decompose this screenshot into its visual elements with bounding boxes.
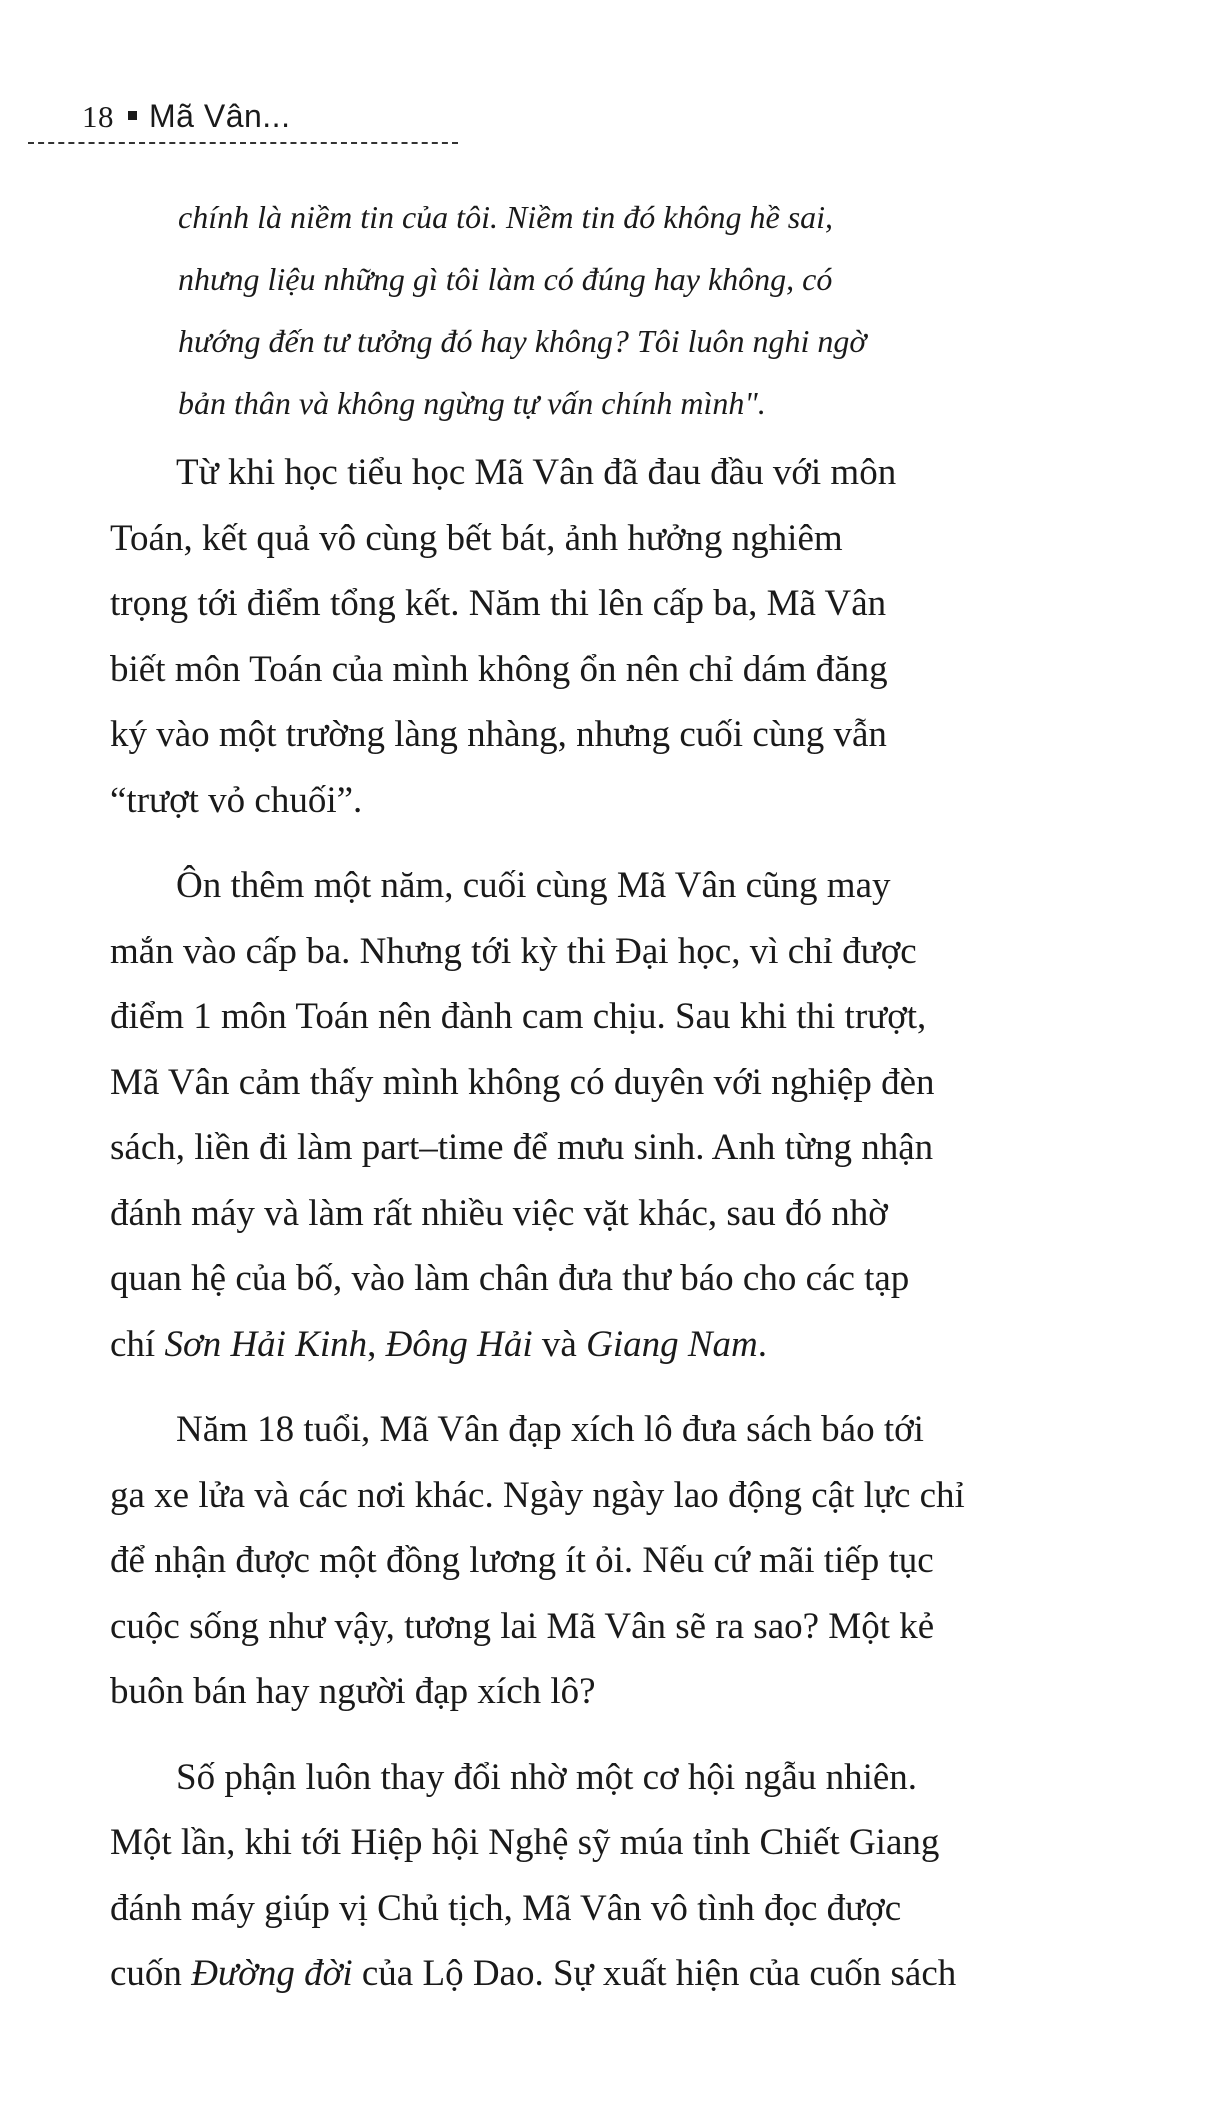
text-line: Năm 18 tuổi, Mã Vân đạp xích lô đưa sách báo tới bbox=[176, 1409, 924, 1450]
text-line: Mã Vân cảm thấy mình không có duyên với nghiệp đèn bbox=[110, 1061, 935, 1103]
text-line: Số phận luôn thay đổi nhờ một cơ hội ngẫu nhiên. bbox=[176, 1756, 918, 1798]
text-line: ký vào một trường làng nhàng, nhưng cuối cùng vẫn bbox=[110, 714, 887, 755]
separator: và bbox=[532, 1323, 587, 1365]
block-quote bbox=[178, 186, 1078, 434]
line-prefix: chí bbox=[110, 1323, 165, 1365]
text-line: ga xe lửa và các nơi khác. Ngày ngày lao động cật lực chỉ bbox=[110, 1474, 965, 1516]
text-line: buôn bán hay người đạp xích lô? bbox=[110, 1671, 596, 1712]
text-line: Từ khi học tiểu học Mã Vân đã đau đầu với môn bbox=[176, 452, 897, 493]
magazine-title-son-hai-kinh: Sơn Hải Kinh bbox=[164, 1323, 368, 1365]
text-line-with-title bbox=[110, 1941, 1110, 2007]
separator: , bbox=[367, 1323, 386, 1365]
text-line: quan hệ của bố, vào làm chân đưa thư báo cho các tạp bbox=[110, 1258, 910, 1299]
paragraph-2 bbox=[110, 853, 1110, 1377]
body-text bbox=[110, 440, 1110, 2027]
text-line: trọng tới điểm tổng kết. Năm thi lên cấp ba, Mã Vân bbox=[110, 583, 887, 624]
paragraph-4 bbox=[110, 1745, 1110, 2007]
line-suffix: . bbox=[757, 1323, 767, 1365]
text-line: để nhận được một đồng lương ít ỏi. Nếu cứ mãi tiếp tục bbox=[110, 1540, 934, 1581]
text-line: mắn vào cấp ba. Nhưng tới kỳ thi Đại học, vì chỉ được bbox=[110, 930, 917, 972]
magazine-title-dong-hai: Đông Hải bbox=[385, 1323, 533, 1365]
quote-line: chính là niềm tin của tôi. Niềm tin đó không hề sai, bbox=[178, 199, 834, 235]
magazine-title-giang-nam: Giang Nam bbox=[586, 1323, 758, 1365]
paragraph-3 bbox=[110, 1397, 1110, 1725]
text-line: Toán, kết quả vô cùng bết bát, ảnh hưởng nghiêm bbox=[110, 517, 843, 559]
running-title: Mã Vân... bbox=[149, 98, 291, 134]
text-line: biết môn Toán của mình không ổn nên chỉ dám đăng bbox=[110, 648, 888, 690]
text-line-with-titles bbox=[110, 1312, 1110, 1378]
text-line: sách, liền đi làm part–time để mưu sinh. Anh từng nhận bbox=[110, 1127, 934, 1168]
quote-line: bản thân và không ngừng tự vấn chính mình". bbox=[178, 385, 766, 421]
bullet-separator bbox=[128, 111, 137, 120]
text-line: cuộc sống như vậy, tương lai Mã Vân sẽ ra sao? Một kẻ bbox=[110, 1605, 935, 1647]
header-dashed-rule bbox=[28, 142, 458, 144]
paragraph-1 bbox=[110, 440, 1110, 833]
text-line: “trượt vỏ chuối”. bbox=[110, 779, 363, 821]
line-prefix: cuốn bbox=[110, 1953, 192, 1994]
text-line: Một lần, khi tới Hiệp hội Nghệ sỹ múa tỉnh Chiết Giang bbox=[110, 1822, 940, 1863]
text-line: điểm 1 môn Toán nên đành cam chịu. Sau khi thi trượt, bbox=[110, 996, 927, 1037]
line-suffix: của Lộ Dao. Sự xuất hiện của cuốn sách bbox=[352, 1953, 957, 1994]
text-line: đánh máy và làm rất nhiều việc vặt khác, sau đó nhờ bbox=[110, 1192, 888, 1234]
running-header bbox=[82, 96, 290, 137]
quote-line: hướng đến tư tưởng đó hay không? Tôi luôn nghi ngờ bbox=[178, 323, 867, 359]
text-line: Ôn thêm một năm, cuối cùng Mã Vân cũng may bbox=[176, 865, 891, 906]
page-number: 18 bbox=[82, 99, 114, 134]
text-line: đánh máy giúp vị Chủ tịch, Mã Vân vô tình đọc được bbox=[110, 1887, 902, 1929]
book-title-duong-doi: Đường đời bbox=[191, 1953, 353, 1994]
quote-line: nhưng liệu những gì tôi làm có đúng hay không, có bbox=[178, 261, 833, 297]
